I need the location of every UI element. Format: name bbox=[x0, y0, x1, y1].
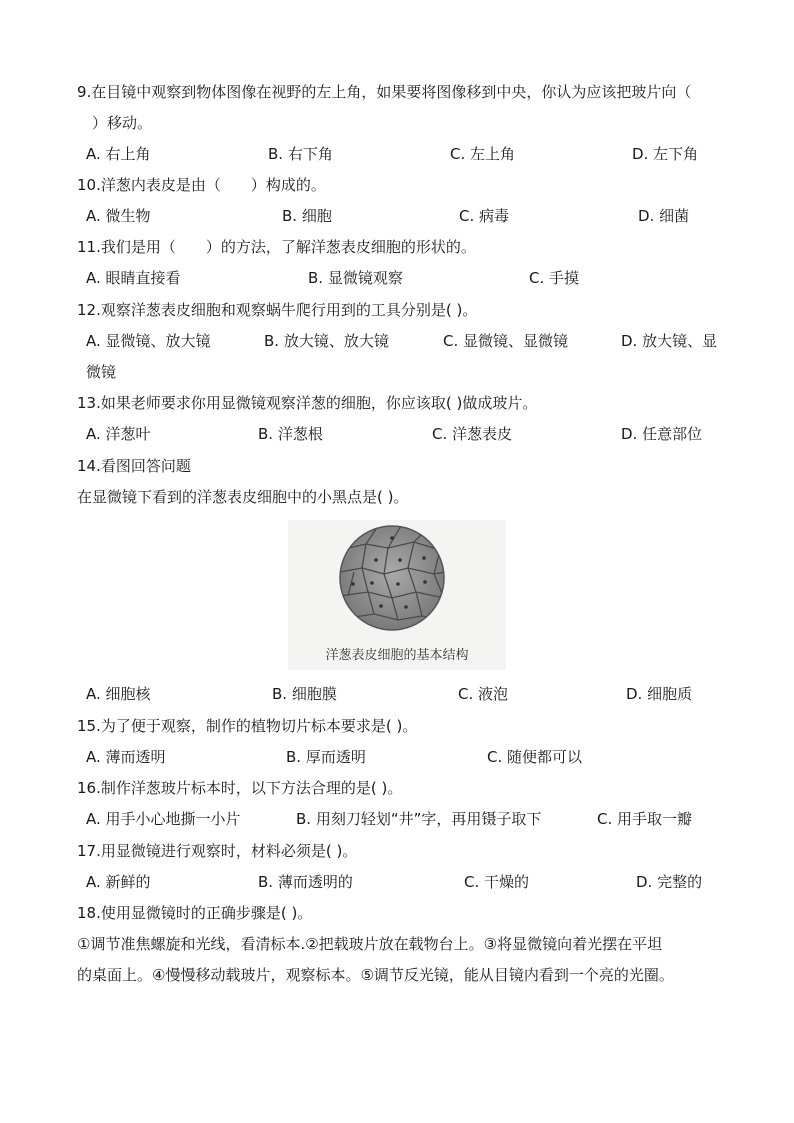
q9-option-d: D. 左下角 bbox=[632, 145, 699, 163]
onion-cell-microscope-view bbox=[288, 520, 506, 644]
q12-option-d-wrap: 微镜 bbox=[86, 363, 117, 381]
q17-option-b: B. 薄而透明的 bbox=[258, 873, 353, 891]
q13-option-b: B. 洋葱根 bbox=[258, 425, 323, 443]
q9-option-a: A. 右上角 bbox=[86, 145, 151, 163]
question-15-text: 15.为了便于观察，制作的植物切片标本要求是( )。 bbox=[77, 717, 418, 735]
q12-option-b: B. 放大镜、放大镜 bbox=[264, 332, 389, 350]
q9-option-c: C. 左上角 bbox=[450, 145, 516, 163]
question-18-steps-line2: 的桌面上。④慢慢移动载玻片，观察标本。⑤调节反光镜，能从目镜内看到一个亮的光圈。 bbox=[77, 966, 674, 984]
q16-option-c: C. 用手取一瓣 bbox=[597, 810, 693, 828]
q13-option-c: C. 洋葱表皮 bbox=[432, 425, 513, 443]
question-11-text: 11.我们是用（ ）的方法，了解洋葱表皮细胞的形状的。 bbox=[77, 238, 476, 256]
onion-cell-figure bbox=[288, 520, 506, 670]
q14-option-a: A. 细胞核 bbox=[86, 685, 151, 703]
q16-option-b: B. 用刻刀轻划“井”字，再用镊子取下 bbox=[296, 810, 542, 828]
q9-option-b: B. 右下角 bbox=[268, 145, 333, 163]
question-17-text: 17.用显微镜进行观察时，材料必须是( )。 bbox=[77, 842, 358, 860]
question-18-steps-line1: ①调节准焦螺旋和光线，看清标本.②把载玻片放在载物台上。③将显微镜向着光摆在平坦 bbox=[77, 935, 663, 953]
q13-option-d: D. 任意部位 bbox=[621, 425, 703, 443]
q17-option-d: D. 完整的 bbox=[636, 873, 703, 891]
q16-option-a: A. 用手小心地撕一小片 bbox=[86, 810, 241, 828]
q14-option-d: D. 细胞质 bbox=[626, 685, 693, 703]
q12-option-c: C. 显微镜、显微镜 bbox=[443, 332, 569, 350]
q10-option-c: C. 病毒 bbox=[459, 207, 510, 225]
q15-option-a: A. 薄而透明 bbox=[86, 748, 166, 766]
question-16-text: 16.制作洋葱玻片标本时，以下方法合理的是( )。 bbox=[77, 779, 403, 797]
q15-option-c: C. 随便都可以 bbox=[487, 748, 583, 766]
q11-option-a: A. 眼睛直接看 bbox=[86, 269, 181, 287]
question-18-text: 18.使用显微镜时的正确步骤是( )。 bbox=[77, 904, 313, 922]
question-13-text: 13.如果老师要求你用显微镜观察洋葱的细胞，你应该取( )做成玻片。 bbox=[77, 394, 538, 412]
q17-option-c: C. 干燥的 bbox=[464, 873, 530, 891]
figure-caption: 洋葱表皮细胞的基本结构 bbox=[325, 648, 469, 663]
q12-option-a: A. 显微镜、放大镜 bbox=[86, 332, 211, 350]
q15-option-b: B. 厚而透明 bbox=[286, 748, 366, 766]
q13-option-a: A. 洋葱叶 bbox=[86, 425, 151, 443]
q14-option-c: C. 液泡 bbox=[458, 685, 509, 703]
q10-option-b: B. 细胞 bbox=[282, 207, 332, 225]
question-14-text: 在显微镜下看到的洋葱表皮细胞中的小黑点是( )。 bbox=[77, 488, 409, 506]
question-9-text-cont: ）移动。 bbox=[92, 114, 153, 132]
q10-option-d: D. 细菌 bbox=[638, 207, 690, 225]
q14-option-b: B. 细胞膜 bbox=[272, 685, 337, 703]
question-14-title: 14.看图回答问题 bbox=[77, 457, 191, 475]
question-9-text: 9.在目镜中观察到物体图像在视野的左上角，如果要将图像移到中央，你认为应该把玻片向（ bbox=[77, 83, 692, 101]
q10-option-a: A. 微生物 bbox=[86, 207, 151, 225]
question-10-text: 10.洋葱内表皮是由（ ）构成的。 bbox=[77, 176, 326, 194]
q12-option-d: D. 放大镜、显 bbox=[621, 332, 718, 350]
question-12-text: 12.观察洋葱表皮细胞和观察蜗牛爬行用到的工具分别是( )。 bbox=[77, 301, 478, 319]
q11-option-c: C. 手摸 bbox=[529, 269, 580, 287]
q17-option-a: A. 新鲜的 bbox=[86, 873, 151, 891]
q11-option-b: B. 显微镜观察 bbox=[308, 269, 403, 287]
